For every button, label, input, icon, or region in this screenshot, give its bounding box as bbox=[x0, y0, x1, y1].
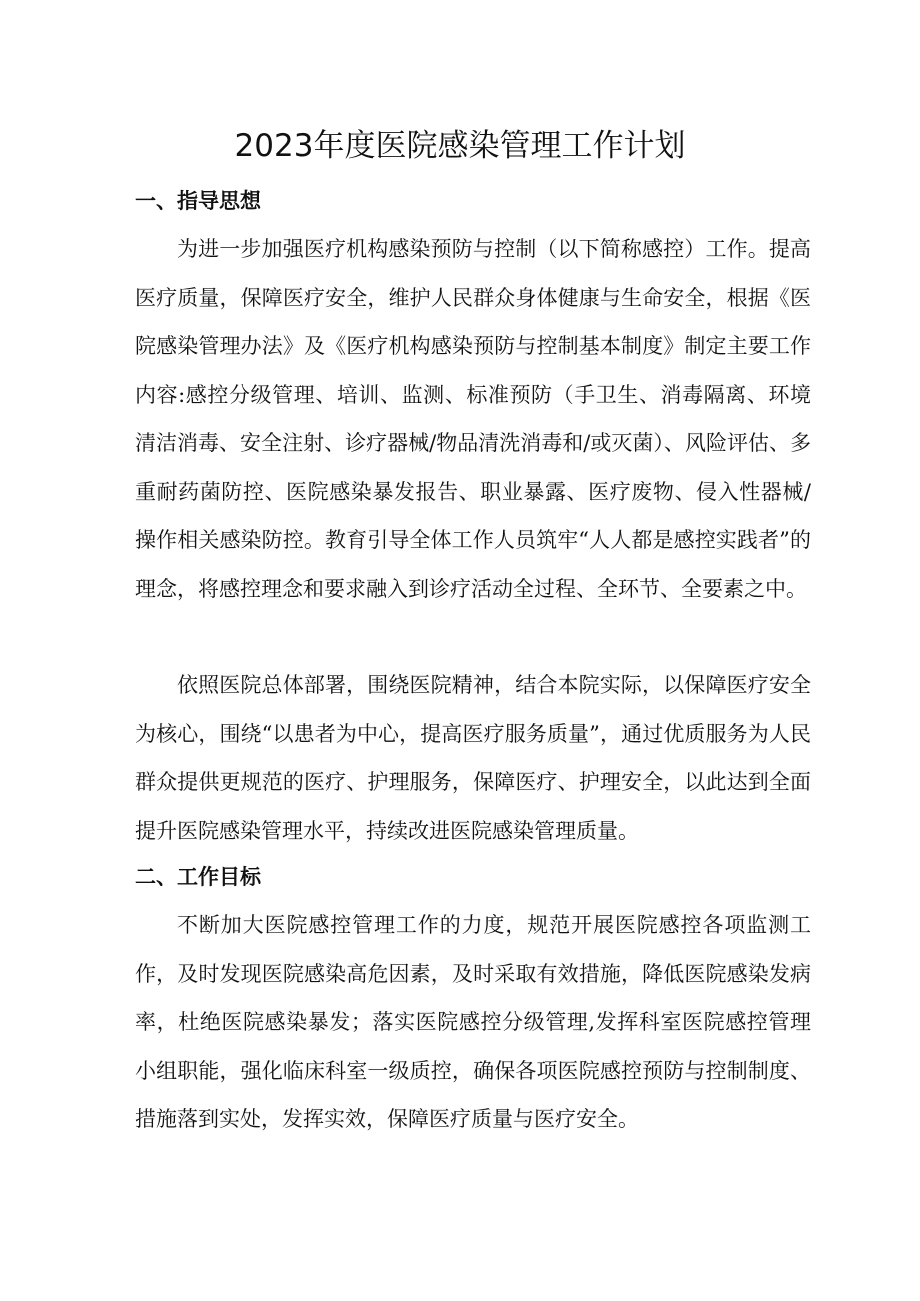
document-title: 2023年度医院感染管理工作计划 bbox=[234, 128, 686, 164]
section-heading-guiding-ideology: 一、指导思想 bbox=[135, 189, 261, 213]
paragraph-work-goals-1: 不断加大医院感控管理工作的力度，规范开展医院感控各项监测工作，及时发现医院感染高危因素，及时采取有效措施，降低医院感染发病率，杜绝医院感染暴发；落实医院感控分级管理,发挥科室医院感控管理小组职能，强化临床科室一级质控，确保各项医院感控预防与控制制度、措施落到实处，发挥实效，保障医疗质量与医疗安全。 bbox=[135, 913, 811, 1131]
section-heading-work-goals: 二、工作目标 bbox=[135, 865, 261, 889]
paragraph-guiding-ideology-2: 依照医院总体部署，围绕医院精神，结合本院实际，以保障医疗安全为核心，围绕“以患者为中心，提高医疗服务质量”，通过优质服务为人民群众提供更规范的医疗、护理服务，保障医疗、护理安全，以此达到全面提升医院感染管理水平，持续改进医院感染管理质量。 bbox=[135, 673, 811, 843]
paragraph-guiding-ideology-1: 为进一步加强医疗机构感染预防与控制（以下简称感控）工作。提高医疗质量，保障医疗安全，维护人民群众身体健康与生命安全，根据《医院感染管理办法》及《医疗机构感染预防与控制基本制度》制定主要工作内容:感控分级管理、培训、监测、标准预防（手卫生、消毒隔离、环境清洁消毒、安全注射、诊疗器械/物品清洗消毒和/或灭菌）、风险评估、多重耐药菌防控、医院感染暴发报告、职业暴露、医疗废物、侵入性器械/操作相关感染防控。教育引导全体工作人员筑牢“人人都是感控实践者”的理念，将感控理念和要求融入到诊疗活动全过程、全环节、全要素之中。 bbox=[135, 237, 811, 601]
